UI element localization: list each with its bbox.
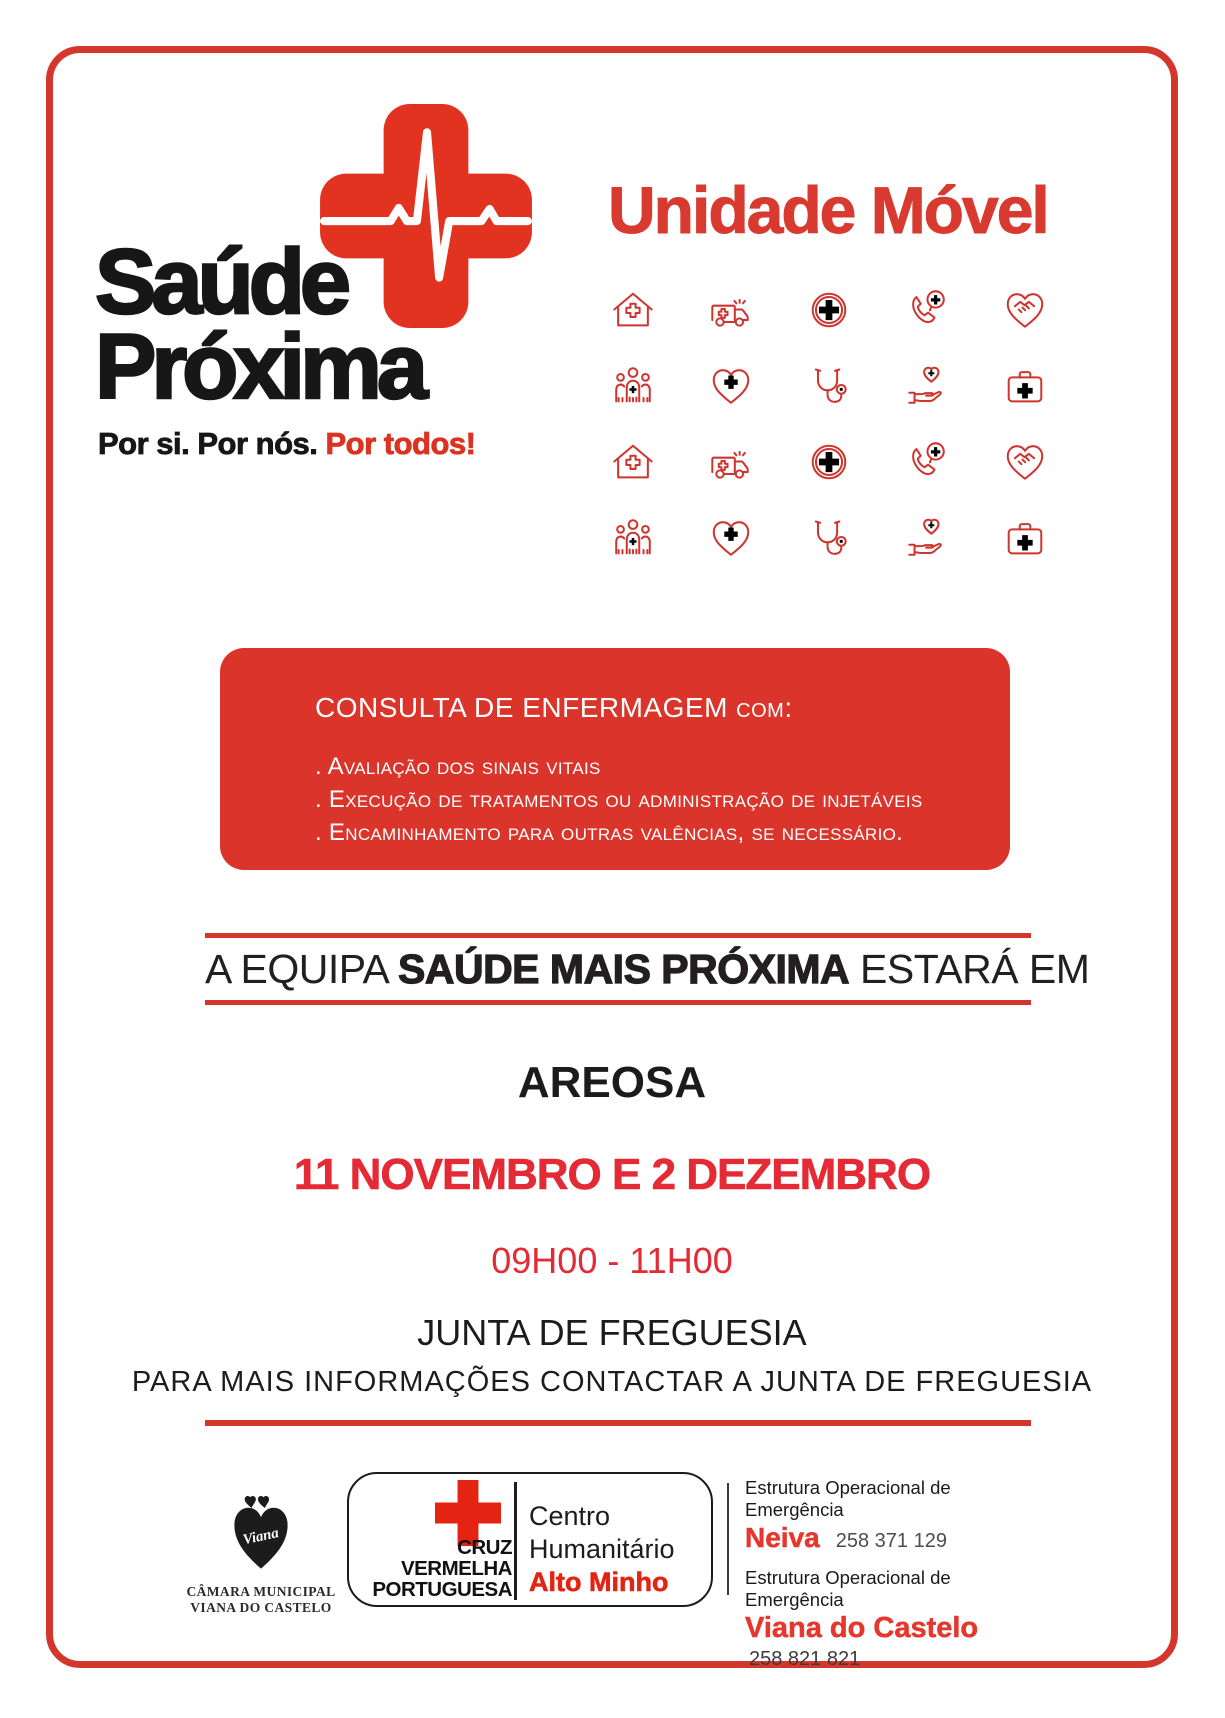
panel-item-list [315,750,970,849]
contact-name: Neiva [745,1522,820,1553]
cvp-line3: PORTUGUESA [372,1577,512,1601]
cvp-line1: CRUZ [457,1536,512,1559]
municipality-line2: VIANA DO CASTELO [190,1600,332,1616]
more-info-note: PARA MAIS INFORMAÇÕES CONTACTAR A JUNTA DE FREGUESIA [131,1366,1093,1398]
contact-row [745,1522,1045,1554]
heart-handshake-icon [1002,439,1048,485]
centre-region: Alto Minho [529,1566,669,1597]
viana-logo-word: Viana [241,1525,281,1549]
municipality-line1: CÂMARA MUNICIPAL [186,1584,336,1599]
first-aid-kit-icon [1002,363,1048,409]
municipality-caption [173,1584,349,1616]
stethoscope-icon [806,515,852,561]
event-venue: JUNTA DE FREGUESIA [417,1312,807,1353]
event-time: 09H00 - 11H00 [491,1240,733,1281]
logo-divider [514,1482,517,1600]
banner-highlight: SAÚDE MAIS PRÓXIMA [398,946,850,992]
cross-badge-icon [806,439,852,485]
viana-heart-logo [226,1484,296,1574]
panel-item: . Encaminhamento para outras valências, se necessário. [315,819,904,846]
family-group-icon [610,515,656,561]
centre-line1: Centro [529,1501,611,1531]
brand-title [95,231,424,418]
ambulance-icon [708,439,754,485]
contact-label: Estrutura Operacional de Emergência [745,1567,951,1610]
tagline-red: Por todos! [325,426,476,461]
stethoscope-icon [806,363,852,409]
tagline-black: Por si. Por nós. [98,426,326,461]
hand-heart-icon [904,515,950,561]
phone-cross-icon [904,439,950,485]
contact-phone: 258 371 129 [835,1530,947,1552]
location-name: AREOSA [517,1058,707,1107]
phone-cross-icon [904,287,950,333]
panel-item: . Execução de tratamentos ou administração de injetáveis [315,786,923,813]
heart-cross-icon [708,515,754,561]
banner-rule-top [205,933,1031,938]
banner-rule-bottom [205,1000,1031,1005]
brand-title-line1: Saúde [95,231,347,333]
family-group-icon [610,363,656,409]
panel-title-main: CONSULTA DE ENFERMAGEM [315,692,728,723]
contact-phone: 258 821 821 [749,1648,861,1670]
panel-item: . Avaliação dos sinais vitais [315,753,601,780]
heart-cross-icon [708,363,754,409]
centre-line2: Humanitário [529,1533,675,1564]
house-cross-icon [610,439,656,485]
brand-tagline [98,426,476,462]
contact-label: Estrutura Operacional de Emergência [745,1477,951,1520]
nursing-consult-panel [220,648,1010,870]
cvp-line2: VERMELHA [400,1556,512,1580]
red-cross-logo-box [347,1472,713,1607]
emergency-contacts [745,1477,1045,1671]
banner-suffix: ESTARÁ EM [849,946,1090,992]
ambulance-icon [708,287,754,333]
panel-title-suffix: com: [727,692,793,723]
red-cross-org-name [349,1538,512,1601]
event-dates: 11 NOVEMBRO E 2 DEZEMBRO [293,1150,931,1199]
contact-name: Viana do Castelo [745,1612,979,1644]
house-cross-icon [610,287,656,333]
contact-row [745,1612,1045,1645]
footer-rule [205,1420,1031,1426]
hand-heart-icon [904,363,950,409]
unit-title: Unidade Móvel [608,173,1048,247]
panel-title [315,692,970,724]
cross-badge-icon [806,287,852,333]
humanitarian-centre-name [529,1500,675,1599]
team-banner [205,946,1090,993]
brand-title-line2: Próxima [95,315,424,418]
contacts-divider [727,1483,729,1595]
service-icon-grid [584,272,1074,576]
first-aid-kit-icon [1002,515,1048,561]
heart-handshake-icon [1002,287,1048,333]
banner-prefix: A EQUIPA [205,946,398,992]
